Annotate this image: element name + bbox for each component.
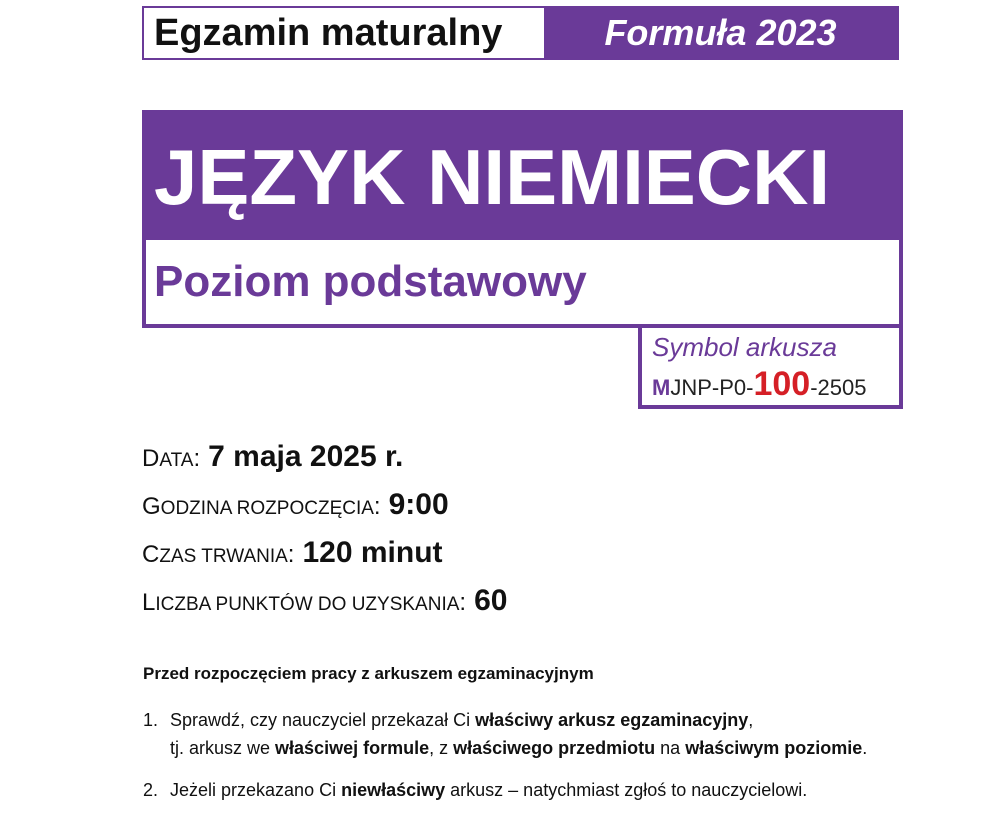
instruction-text: Jeżeli przekazano Ci niewłaściwy arkusz – natychmiast zgłoś to nauczycielowi. [170, 780, 808, 800]
formula-label: Formuła 2023 [544, 8, 897, 58]
sheet-symbol-code [652, 365, 899, 404]
instruction-number: 1. [143, 710, 159, 730]
subject-block [142, 110, 903, 328]
sheet-symbol-label: Symbol arkusza [652, 332, 837, 362]
info-start [142, 488, 507, 536]
exam-info [142, 440, 507, 632]
info-start-value: 9:00 [388, 488, 449, 521]
subject-level: Poziom podstawowy [154, 257, 587, 306]
exam-header-bar [142, 6, 899, 60]
sheet-code-number: 100 [753, 365, 811, 403]
info-date-label: DATA: [142, 445, 201, 472]
info-points [142, 584, 507, 632]
instructions-heading: Przed rozpoczęciem pracy z arkuszem egzaminacyjnym [143, 664, 594, 683]
info-points-label: LICZBA PUNKTÓW DO UZYSKANIA: [142, 589, 467, 616]
sheet-code-suffix: -2505 [810, 375, 867, 400]
sheet-code-m: M [652, 375, 671, 400]
instruction-number: 2. [143, 780, 159, 800]
info-start-label: GODZINA ROZPOCZĘCIA: [142, 493, 381, 520]
instructions-list [143, 706, 903, 818]
sheet-symbol-box [638, 324, 903, 409]
info-points-value: 60 [474, 584, 508, 617]
exam-label: Egzamin maturalny [154, 11, 503, 54]
info-date [142, 440, 507, 488]
instruction-item [143, 706, 903, 762]
sheet-code-prefix: JNP-P0- [670, 375, 754, 400]
info-date-value: 7 maja 2025 r. [208, 440, 404, 473]
info-duration-label: CZAS TRWANIA: [142, 541, 295, 568]
subject-title: JĘZYK NIEMIECKI [146, 114, 899, 240]
instruction-item [143, 776, 903, 804]
info-duration [142, 536, 507, 584]
instruction-text: Sprawdź, czy nauczyciel przekazał Ci właściwy arkusz egzaminacyjny, tj. arkusz we właściwej formule, z właściwego przedmiotu na właściwym poziomie. [170, 710, 868, 758]
info-duration-value: 120 minut [302, 536, 443, 569]
